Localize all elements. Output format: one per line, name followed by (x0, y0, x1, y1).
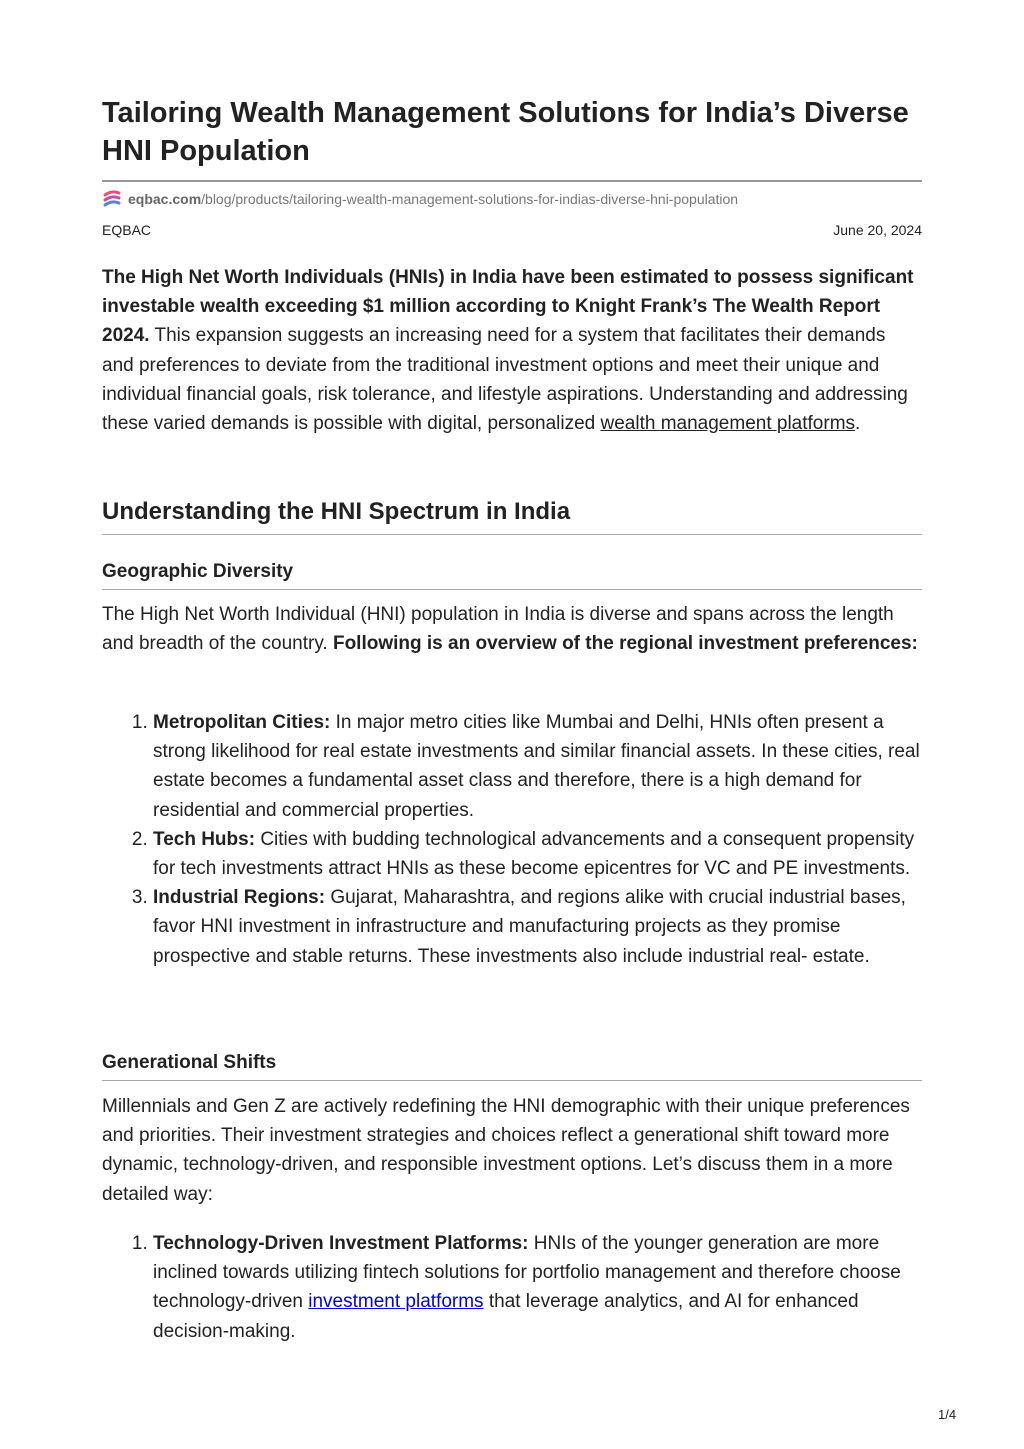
geo-heading: Geographic Diversity (102, 561, 294, 582)
eqbac-logo-icon (102, 189, 122, 209)
intro-bold: The High Net Worth Individuals (HNIs) in India have been estimated to possess significant investable wealth exceeding $1 million according to Knight Frank’s The Wealth Report 2024. (102, 267, 914, 347)
geo-bold: Following is an overview of the regional investment preferences: (332, 633, 918, 655)
article-meta (102, 222, 922, 238)
list-item-label: Technology-Driven Investment Platforms: (153, 1233, 529, 1254)
section-heading: Understanding the HNI Spectrum in India (102, 498, 571, 525)
list-item-text: HNIs of the younger generation are more inclined towards utilizing fintech solutions for portfolio management and therefore choose technology-driven (153, 1233, 901, 1313)
gen-paragraph: Millennials and Gen Z are actively redefining the HNI demographic with their unique preferences and priorities. Their investment strategies and choices reflect a generational shift toward more dynamic, technology-driven, and responsible investment options. Let’s discuss them in a more detailed way: (102, 1096, 910, 1205)
list-item-text: Cities with budding technological advancements and a consequent propensity for tech investments attract HNIs as these become epicentres for VC and PE investments. (153, 828, 915, 880)
author: EQBAC (102, 222, 152, 238)
section-divider (102, 534, 922, 535)
list-item-label: Industrial Regions: (153, 887, 326, 909)
list-item-text: Gujarat, Maharashtra, and regions alike with crucial industrial bases, favor HNI investment in infrastructure and manufacturing projects as they promise prospective and stable returns. These investments also include industrial real- estate. (153, 887, 906, 967)
gen-list (102, 1229, 922, 1346)
geo-paragraph (102, 600, 922, 658)
intro-text: This expansion suggests an increasing need for a system that facilitates their demands and preferences to deviate from the traditional investment options and meet their unique and individual financial goals, risk tolerance, and lifestyle aspirations. Understanding and addressing these varied demands is possible with digital, personalized (102, 325, 908, 435)
wealth-management-link[interactable]: wealth management platforms (600, 413, 856, 435)
geo-list (102, 708, 922, 971)
title-divider (102, 180, 922, 182)
source-path: /blog/products/tailoring-wealth-management-solutions-for-indias-diverse-hni-population (201, 191, 739, 207)
page-title: Tailoring Wealth Management Solutions for India’s Diverse HNI Population (102, 97, 909, 167)
geo-divider (102, 589, 922, 590)
source-domain: eqbac.com (128, 191, 202, 207)
source-url[interactable] (102, 189, 738, 209)
list-item-label: Metropolitan Cities: (153, 712, 331, 733)
investment-platforms-link[interactable]: investment platforms (308, 1291, 484, 1313)
intro-paragraph (102, 263, 922, 438)
list-item (153, 825, 922, 883)
intro-end: . (855, 413, 861, 435)
list-item-label: Tech Hubs: (153, 828, 256, 850)
list-item-text: In major metro cities like Mumbai and Delhi, HNIs often present a strong likelihood for real estate investments and similar financial assets. In these cities, real estate becomes a fundamental asset class and therefore, there is a high demand for residential and commercial properties. (153, 712, 920, 821)
list-item (153, 883, 922, 971)
page-number: 1/4 (938, 1407, 957, 1422)
geo-text: The High Net Worth Individual (HNI) population in India is diverse and spans across the length and breadth of the country. (102, 604, 894, 655)
gen-heading: Generational Shifts (102, 1052, 277, 1073)
list-item-end: that leverage analytics, and AI for enhanced decision-making. (153, 1291, 859, 1342)
list-item (153, 708, 922, 825)
list-item (153, 1229, 922, 1346)
gen-divider (102, 1080, 922, 1081)
publish-date: June 20, 2024 (833, 222, 922, 238)
